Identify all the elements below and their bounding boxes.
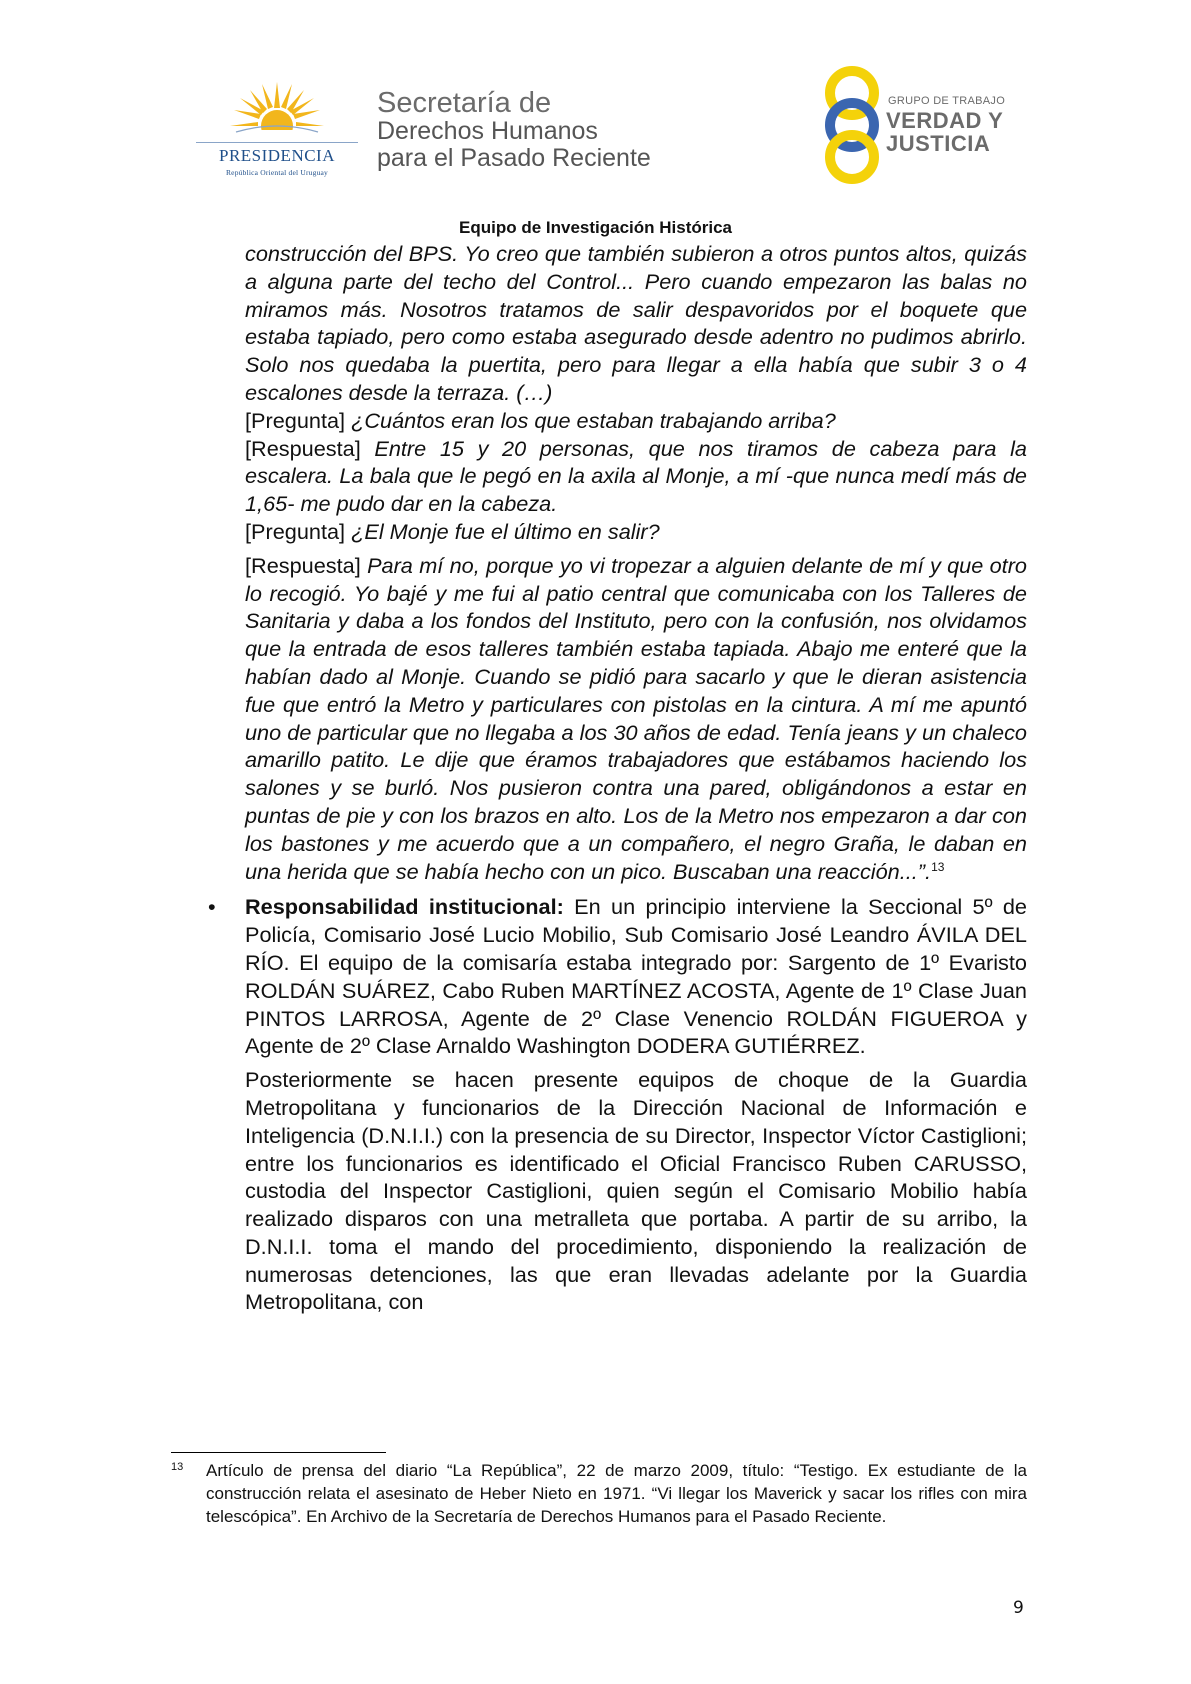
secretaria-line-1: Secretaría de [377, 87, 552, 119]
section-text: En un principio interviene la Seccional 5º de Policía, Comisario José Lucio Mobilio, Sub Comisario José Leandro ÁVILA DEL RÍO. El equipo de la comisaría estaba integrado por: Sargento de 1º Evaristo ROLDÁN SUÁREZ, Cabo Ruben MARTÍNEZ ACOSTA, Agente de 1º Clase Juan PINTOS LARROSA, Agente de 2º Clase Venencio ROLDÁN FIGUEROA y Agente de 2º Clase Arnaldo Washington DODERA GUTIÉRREZ. [245, 894, 1027, 1059]
grupo-trabajo-label: GRUPO DE TRABAJO [888, 95, 1006, 107]
presidencia-name: PRESIDENCIA [218, 146, 335, 165]
bullet-icon: • [208, 894, 216, 920]
answer-text: Entre 15 y 20 personas, que nos tiramos de cabeza para la escalera. La bala que le pegó en la axila al Monje, a mí -que nunca medí más de 1,65- me pudo dar en la cabeza. [245, 435, 1027, 517]
footnote [171, 1459, 1027, 1528]
paragraph-testimony-1: construcción del BPS. Yo creo que también subieron a otros puntos altos, quizás a alguna parte del techo del Control... Pero cuando empezaron las balas no miramos más. Nosotros tratamos de salir despavoridos por el boquete que estaba tapiado, pero como estaba asegurado desde adentro no pudimos abrirlo. Solo nos quedaba la puertita, pero para llegar a ella había que subir 3 o 4 escalones desde la terraza. (…) [245, 241, 1027, 405]
answer-text: Para mí no, porque yo vi tropezar a alguien delante de mí y que otro lo recogió. Yo bajé y me fui al patio central que comunicaba con los Talleres de Sanitaria y daba a los fondos del Instituto, pero con la confusión, nos olvidamos que la entrada de esos talleres también estaba tapiada. Abajo me enteré que la habían dado al Monje. Cuando se pidió para sacarlo y que le dieran asistencia fue que entró la Metro y particulares con pistolas en la cintura. A mí me apuntó uno de particular que no llegaba a los 30 años de edad. Tenía jeans y un chaleco amarillo patito. Le dije que éramos trabajadores que estábamos haciendo los salones y se burló. Nos pusieron contra una pared, obligándonos a estar en puntas de pie y con los brazos en alto. Los de la Metro nos empezaron a dar con los bastones y me acuerdo que a un compañero, el negro Graña, le daban en una herida que se había hecho con un pico. Buscaban una reacción...”. [245, 552, 1027, 884]
footnote-number: 13 [171, 1461, 184, 1473]
secretaria-logotype [377, 88, 651, 172]
question-text: ¿Cuántos eran los que estaban trabajando arriba? [351, 407, 836, 433]
question-label: [Pregunta] [245, 518, 346, 544]
presidencia-subtitle: República Oriental del Uruguay [225, 168, 328, 177]
footnote-divider [171, 1452, 386, 1453]
page-header [0, 0, 1191, 237]
secretaria-line-2: Derechos Humanos [377, 117, 598, 145]
footnote-text: Artículo de prensa del diario “La República”, 22 de marzo 2009, título: “Testigo. Ex estudiante de la construcción relata el asesinato de Heber Nieto en 1971. “Vi llegar los Maverick y sacar los rifles con mira telescópica”. En Archivo de la Secretaría de Derechos Humanos para el Pasado Reciente. [206, 1461, 1027, 1526]
document-body [208, 240, 1027, 1316]
paragraph-posteriormente: Posteriormente se hacen presente equipos de choque de la Guardia Metropolitana y funcionarios de la Dirección Nacional de Información e Inteligencia (D.N.I.I.) con la presencia de su Director, Inspector Víctor Castiglioni; entre los funcionarios es identificado el Oficial Francisco Ruben CARUSSO, custodia del Inspector Castiglioni, quien según el Comisario Mobilio había realizado disparos con una metralleta que portaba. A partir de su arribo, la D.N.I.I. toma el mando del procedimiento, disponiendo la realización de numerosas detenciones, las que eran llevadas adelante por la Guardia Metropolitana, con [245, 1067, 1027, 1315]
question-label: [Pregunta] [245, 407, 346, 433]
answer-2 [245, 552, 1027, 886]
bullet-responsabilidad [208, 893, 1027, 1060]
team-title: Equipo de Investigación Histórica [459, 218, 732, 237]
question-1 [245, 407, 1027, 435]
answer-label: [Respuesta] [245, 435, 361, 461]
question-text: ¿El Monje fue el último en salir? [351, 518, 660, 544]
footnote-reference[interactable]: 13 [931, 859, 945, 874]
verdad-label: VERDAD Y [886, 108, 1004, 133]
question-2 [245, 518, 1027, 546]
answer-1 [245, 435, 1027, 518]
section-label: Responsabilidad institucional: [245, 894, 564, 920]
presidencia-logo [196, 80, 358, 180]
page-number: 9 [1013, 1598, 1024, 1618]
secretaria-line-3: para el Pasado Reciente [377, 144, 651, 172]
answer-label: [Respuesta] [245, 552, 361, 578]
sun-icon [230, 80, 324, 142]
presidencia-divider [196, 142, 358, 143]
justicia-label: JUSTICIA [886, 131, 991, 156]
